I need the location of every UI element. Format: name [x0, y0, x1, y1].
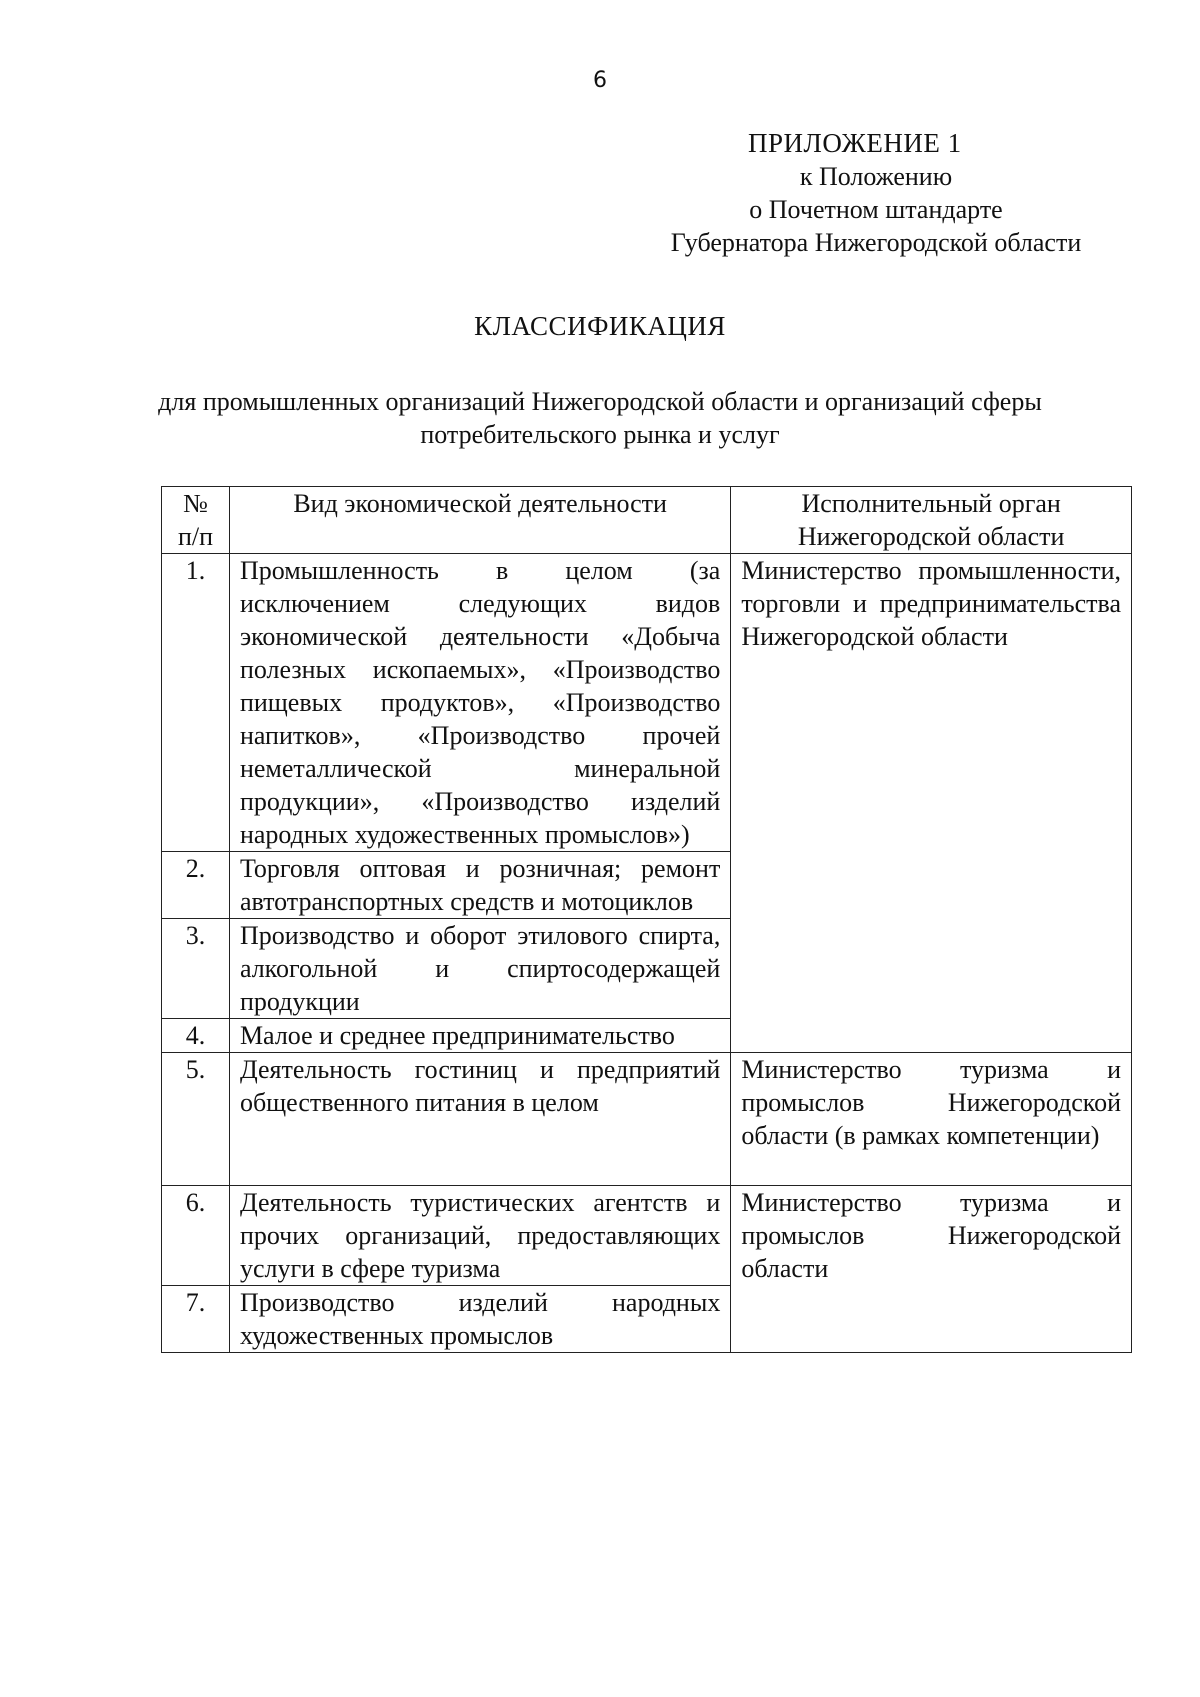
authority-industry-ministry: Министерство промышленности, торговли и предпринимательства Нижегородской области	[731, 554, 1132, 1053]
row-number: 6.	[162, 1186, 230, 1286]
authority-tourism-ministry: Министерство туризма и промыслов Нижегородской области	[731, 1186, 1132, 1353]
row-activity: Деятельность туристических агентств и прочих организаций, предоставляющих услуги в сфере туризма	[229, 1186, 730, 1286]
table-header-row	[162, 487, 1132, 554]
document-title: КЛАССИФИКАЦИЯ	[474, 311, 726, 341]
header-activity: Вид экономической деятельности	[229, 487, 730, 554]
row-number: 7.	[162, 1286, 230, 1353]
row-activity: Торговля оптовая и розничная; ремонт автотранспортных средств и мотоциклов	[229, 852, 730, 919]
appendix-line-3: Губернатора Нижегородской области	[670, 228, 1082, 257]
page-number: 6	[593, 68, 607, 93]
table-row	[162, 1053, 1132, 1186]
row-activity: Промышленность в целом (за исключением следующих видов экономической деятельности «Добыча полезных ископаемых», «Производство пищевых продуктов», «Производство напитков», «Производство прочей неметаллической минеральной продукции», «Производство изделий народных художественных промыслов»)	[229, 554, 730, 852]
classification-table	[161, 486, 1132, 1353]
row-number: 3.	[162, 919, 230, 1019]
row-activity: Производство изделий народных художественных промыслов	[229, 1286, 730, 1353]
table-row	[162, 554, 1132, 852]
row-number: 5.	[162, 1053, 230, 1186]
row-activity: Деятельность гостиниц и предприятий общественного питания в целом	[229, 1053, 730, 1186]
appendix-title: ПРИЛОЖЕНИЕ 1	[748, 128, 962, 158]
appendix-line-1: к Положению	[799, 162, 953, 191]
header-authority: Исполнительный орган Нижегородской области	[731, 487, 1132, 554]
row-number: 4.	[162, 1019, 230, 1053]
row-activity: Производство и оборот этилового спирта, алкогольной и спиртосодержащей продукции	[229, 919, 730, 1019]
table-row	[162, 1186, 1132, 1286]
row-activity: Малое и среднее предпринимательство	[229, 1019, 730, 1053]
row-number: 1.	[162, 554, 230, 852]
header-number: № п/п	[162, 487, 230, 554]
row-number: 2.	[162, 852, 230, 919]
document-subtitle: для промышленных организаций Нижегородской области и организаций сферы потребительского рынка и услуг	[158, 387, 1042, 449]
appendix-line-2: о Почетном штандарте	[749, 195, 1003, 224]
authority-tourism-ministry-competence: Министерство туризма и промыслов Нижегородской области (в рамках компетенции)	[731, 1053, 1132, 1186]
